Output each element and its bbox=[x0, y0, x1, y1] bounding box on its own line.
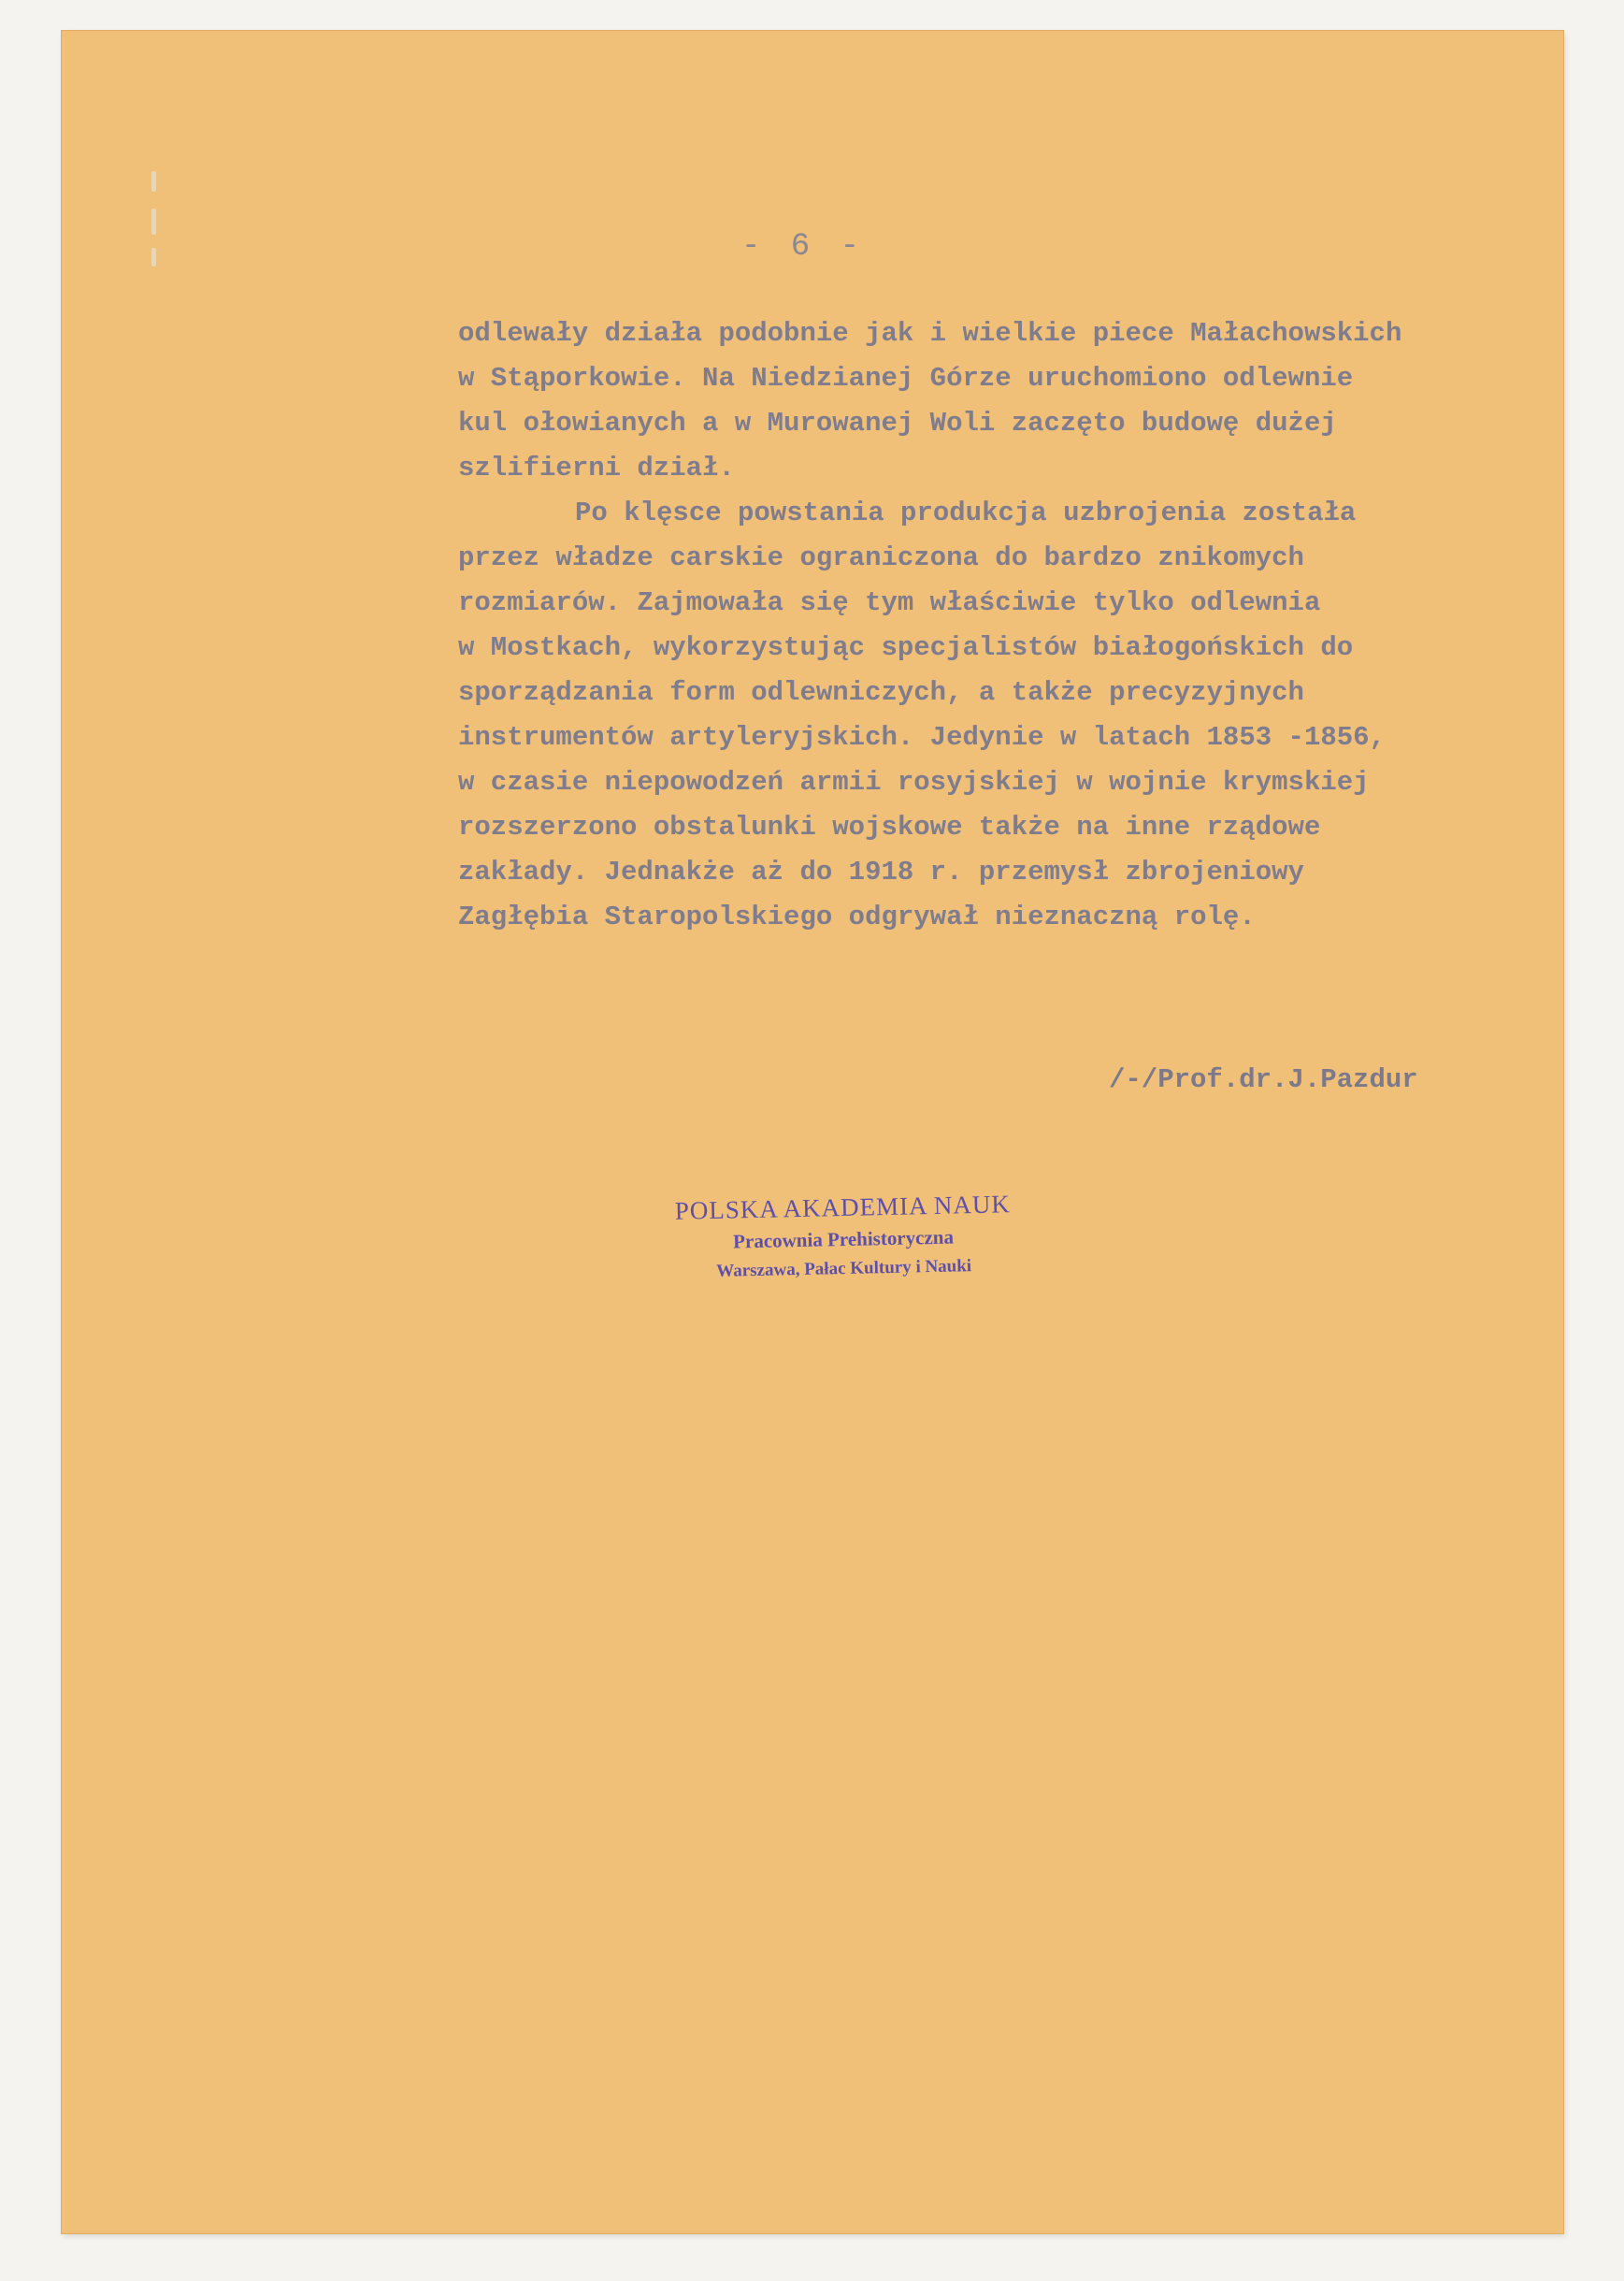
text-line: przez władze carskie ograniczona do bardzo znikomych bbox=[458, 542, 1304, 573]
document-page bbox=[62, 31, 1563, 2233]
text-line: w Mostkach, wykorzystując specjalistów białogońskich do bbox=[458, 632, 1354, 663]
text-line: szlifierni dział. bbox=[458, 453, 735, 484]
stamp-line-workshop: Pracownia Prehistoryczna bbox=[732, 1225, 955, 1253]
text-line: odlewały działa podobnie jak i wielkie piece Małachowskich bbox=[458, 318, 1402, 349]
text-line: w Stąporkowie. Na Niedzianej Górze uruchomiono odlewnie bbox=[458, 363, 1354, 394]
text-line: rozmiarów. Zajmowała się tym właściwie tylko odlewnia bbox=[458, 587, 1321, 618]
stamp-line-address: Warszawa, Pałac Kultury i Nauki bbox=[716, 1256, 972, 1281]
text-line: Po klęsce powstania produkcja uzbrojenia została bbox=[575, 498, 1357, 528]
text-line: zakłady. Jednakże aż do 1918 r. przemysł zbrojeniowy bbox=[458, 857, 1304, 888]
text-line: sporządzania form odlewniczych, a także precyzyjnych bbox=[458, 677, 1304, 708]
text-line: instrumentów artyleryjskich. Jedynie w latach 1853 -1856, bbox=[458, 722, 1386, 753]
page-number: - 6 - bbox=[740, 229, 866, 265]
institution-stamp bbox=[646, 1187, 1041, 1289]
signature: /-/Prof.dr.J.Pazdur bbox=[1109, 1064, 1418, 1095]
stamp-line-academy: POLSKA AKADEMIA NAUK bbox=[674, 1190, 1012, 1225]
text-line: kul ołowianych a w Murowanej Woli zaczęto budowę dużej bbox=[458, 408, 1337, 439]
body-text bbox=[458, 311, 1561, 940]
text-line: w czasie niepowodzeń armii rosyjskiej w wojnie krymskiej bbox=[458, 767, 1370, 798]
text-line: Zagłębia Staropolskiego odgrywał nieznaczną rolę. bbox=[458, 902, 1256, 932]
text-line: rozszerzono obstalunki wojskowe także na inne rządowe bbox=[458, 812, 1321, 843]
